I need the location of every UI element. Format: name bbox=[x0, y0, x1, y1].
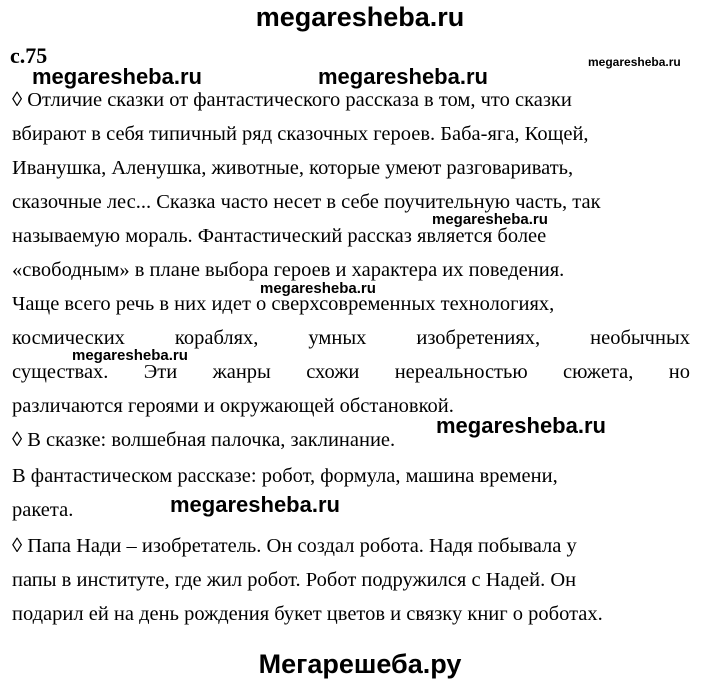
text-line: различаются героями и окружающей обстановкой. bbox=[12, 395, 454, 417]
text-line: папы в институте, где жил робот. Робот подружился с Надей. Он bbox=[12, 569, 577, 591]
text-line: вбирают в себя типичный ряд сказочных героев. Баба-яга, Кощей, bbox=[12, 123, 589, 145]
text-line: сказочные лес... Сказка часто несет в себе поучительную часть, так bbox=[12, 191, 601, 213]
watermark: megaresheba.ru bbox=[170, 492, 340, 517]
word: Эти bbox=[143, 361, 178, 383]
watermark: megaresheba.ru bbox=[588, 55, 681, 69]
word: нереальностью bbox=[394, 361, 528, 383]
text-line: «свободным» в плане выбора героев и характера их поведения. bbox=[12, 259, 565, 281]
watermark: megaresheba.ru bbox=[432, 211, 548, 228]
word: умных bbox=[308, 327, 367, 349]
text-line: ракета. bbox=[12, 499, 74, 521]
watermark: megaresheba.ru bbox=[260, 280, 376, 297]
word: изобретениях, bbox=[416, 327, 541, 349]
word: существах. bbox=[12, 361, 109, 383]
word: необычных bbox=[590, 327, 690, 349]
text-line: подарил ей на день рождения букет цветов и связку книг о роботах. bbox=[12, 603, 603, 625]
text-line: ◊ Отличие сказки от фантастического рассказа в том, что сказки bbox=[12, 89, 572, 111]
word: схожи bbox=[306, 361, 360, 383]
text-line: называемую мораль. Фантастический рассказ является более bbox=[12, 225, 547, 247]
text-line: ◊ Папа Нади – изобретатель. Он создал робота. Надя побывала у bbox=[12, 535, 577, 557]
text-line: В фантастическом рассказе: робот, формула, машина времени, bbox=[12, 465, 558, 487]
word: но bbox=[668, 361, 690, 383]
word: космических bbox=[12, 327, 125, 349]
text-line bbox=[12, 358, 690, 386]
page-number: с.75 bbox=[10, 43, 48, 68]
watermark: megaresheba.ru bbox=[72, 347, 188, 364]
word: жанры bbox=[212, 361, 271, 383]
watermark-top: megaresheba.ru bbox=[255, 2, 465, 32]
text-line: ◊ В сказке: волшебная палочка, заклинание. bbox=[12, 429, 396, 451]
watermark: megaresheba.ru bbox=[318, 64, 488, 89]
watermark: megaresheba.ru bbox=[32, 64, 202, 89]
text-line: Иванушка, Аленушка, животные, которые умеют разговаривать, bbox=[12, 157, 574, 179]
word: кораблях, bbox=[174, 327, 259, 349]
word: сюжета, bbox=[563, 361, 634, 383]
text-line: Чаще всего речь в них идет о сверхсовременных технологиях, bbox=[12, 293, 555, 315]
watermark-bottom: Мегарешеба.ру bbox=[258, 649, 462, 679]
text-line bbox=[12, 324, 690, 352]
watermark: megaresheba.ru bbox=[436, 413, 606, 438]
